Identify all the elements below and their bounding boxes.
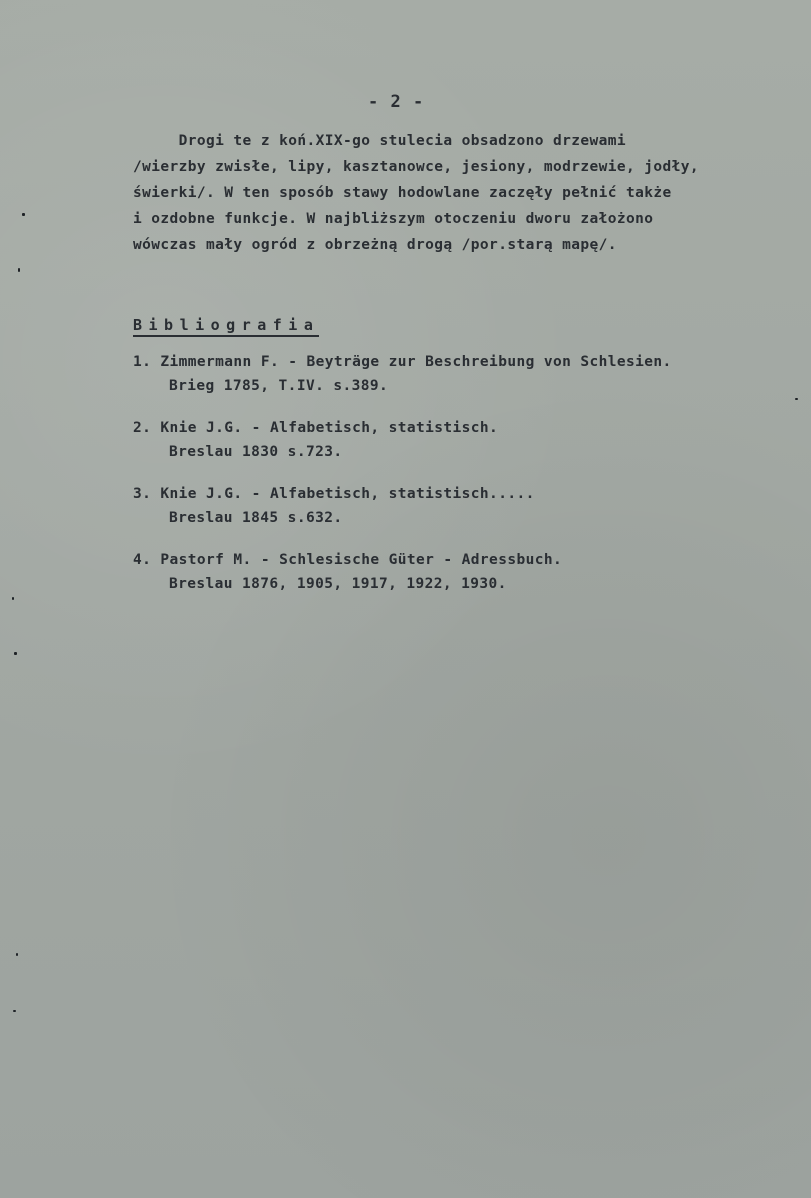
entry-line: 2. Knie J.G. - Alfabetisch, statistisch. [133, 420, 499, 436]
entry-line: Breslau 1845 s.632. [169, 510, 343, 526]
bibliography-entry [133, 416, 783, 464]
paper-speck [14, 652, 17, 655]
paper-speck [795, 398, 798, 400]
page-number: - 2 - [368, 92, 425, 112]
bibliography-entry [133, 350, 783, 398]
entry-line: 1. Zimmermann F. - Beyträge zur Beschreibung von Schlesien. [133, 354, 672, 370]
paper-speck [12, 597, 14, 600]
bibliography-list [133, 350, 783, 614]
entry-line: 4. Pastorf M. - Schlesische Güter - Adressbuch. [133, 552, 563, 568]
entry-line: Breslau 1830 s.723. [169, 444, 343, 460]
entry-line: Breslau 1876, 1905, 1917, 1922, 1930. [169, 576, 507, 592]
paragraph-line: Drogi te z koń.XIX-go stulecia obsadzono drzewami [133, 133, 627, 149]
paper-speck [13, 1010, 16, 1012]
bibliography-entry [133, 482, 783, 530]
body-paragraph [133, 128, 793, 258]
paragraph-line: i ozdobne funkcje. W najbliższym otoczeniu dworu założono [133, 211, 654, 227]
paragraph-line: wówczas mały ogród z obrzeżną drogą /por.starą mapę/. [133, 237, 617, 253]
paper-speck [22, 213, 25, 216]
bibliography-entry [133, 548, 783, 596]
entry-line: 3. Knie J.G. - Alfabetisch, statistisch..... [133, 486, 535, 502]
entry-line: Brieg 1785, T.IV. s.389. [169, 378, 389, 394]
bibliography-heading: Bibliografia [133, 316, 319, 337]
paper-speck [18, 268, 20, 272]
paragraph-line: świerki/. W ten sposób stawy hodowlane zaczęły pełnić także [133, 185, 672, 201]
paper-speck [16, 953, 18, 956]
paragraph-line: /wierzby zwisłe, lipy, kasztanowce, jesiony, modrzewie, jodły, [133, 159, 700, 175]
